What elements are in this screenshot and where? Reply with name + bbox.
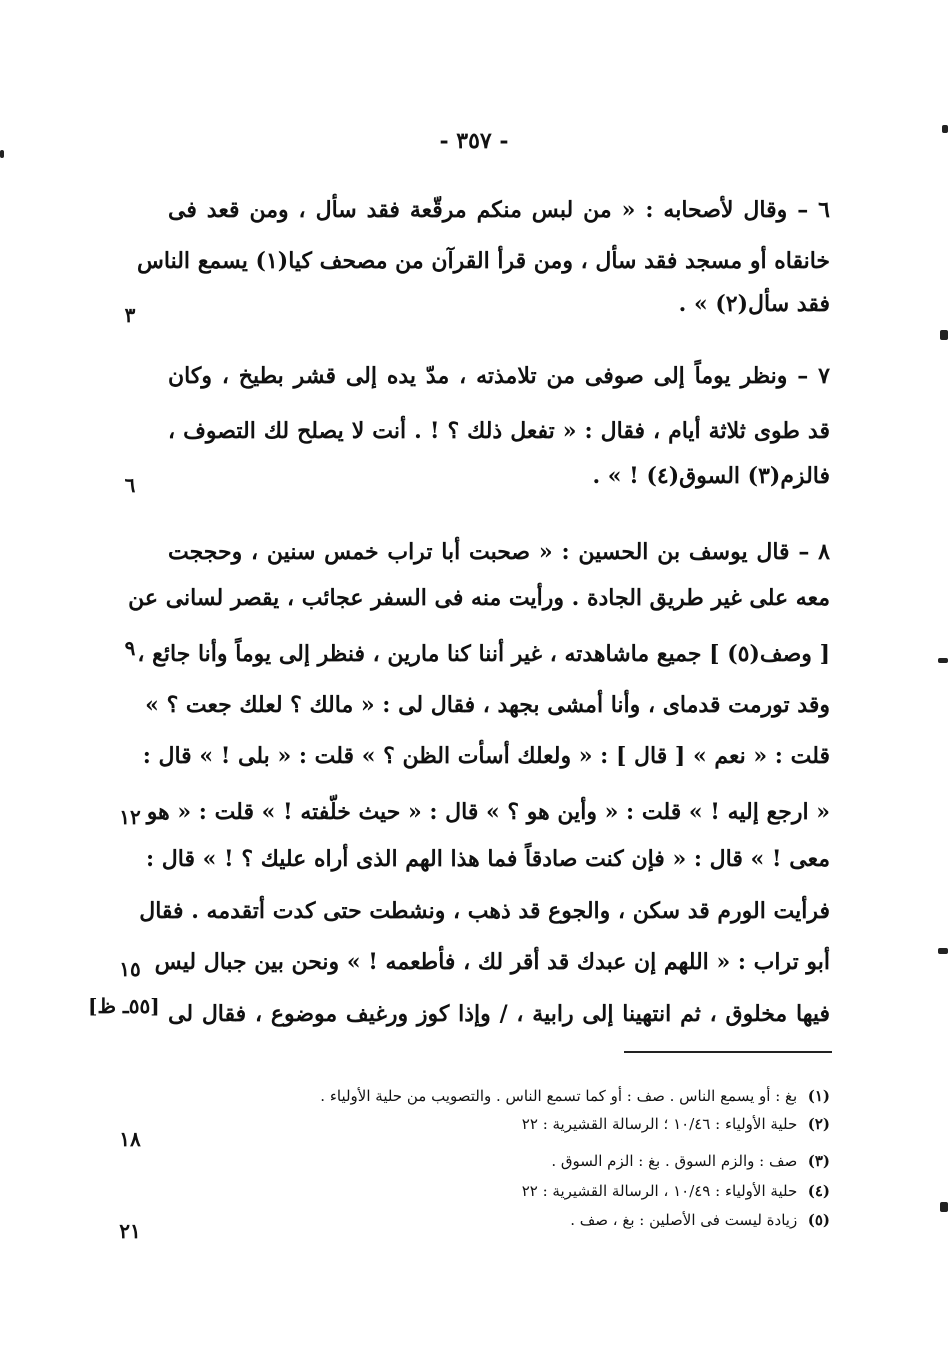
text-line: فالزم(٣) السوق(٤) ! » . xyxy=(592,463,830,489)
text-line: قد طوى ثلاثة أيام ، فقال : « تفعل ذلك ؟ ! . أنت لا يصلح لك التصوف ، xyxy=(168,418,830,444)
footnote-text: حلية الأولياء : ١٠/٤٩ ، الرسالة القشيرية : ٢٢ xyxy=(521,1182,798,1200)
footnote-text: حلية الأولياء : ١٠/٤٦ ؛ الرسالة القشيرية : ٢٢ xyxy=(521,1115,798,1133)
footnote-number: (٢) xyxy=(807,1115,830,1133)
line-number: ١٥ xyxy=(119,957,141,981)
line-number: ١٨ xyxy=(119,1127,141,1151)
line-number: ١٢ xyxy=(119,805,141,829)
text-line: فيها مخلوق ، ثم انتهينا إلى رابية ، / وإذا كوز ورغيف موضوع ، فقال لى xyxy=(168,1001,830,1027)
scan-speck xyxy=(938,658,948,663)
scan-speck xyxy=(940,330,948,340)
scan-speck xyxy=(938,948,948,954)
line-number: ٢١ xyxy=(119,1219,141,1243)
text-line: ٧ – ونظر يوماً إلى صوفى من تلامذته ، مدّ يده إلى قشر بطيخ ، وكان xyxy=(168,363,830,389)
page-number: - ٣٥٧ - xyxy=(439,128,509,154)
text-line: [ وصف(٥) ] جميع ماشاهدته ، غير أننا كنا مارين ، فنظر إلى يوماً وأنا جائع ، xyxy=(137,641,830,667)
footnote xyxy=(180,1111,830,1137)
line-number: ٦ xyxy=(124,473,136,497)
text-line: ٦ – وقال لأصحابه : « من لبس منكم مرقّعة فقد سأل ، ومن قعد فى xyxy=(168,197,830,223)
footnote xyxy=(180,1083,830,1109)
text-line: معى ! » قال : « فإن كنت صادقاً فما هذا الهم الذى أراه عليك ؟ ! » قال : xyxy=(146,846,830,872)
scan-speck xyxy=(0,150,4,158)
scan-speck xyxy=(940,1202,948,1212)
text-line: « ارجع إليه ! » قلت : « وأين هو ؟ » قال : « حيث خلّفته ! » قلت : « هو xyxy=(146,799,830,825)
text-line: فرأيت الورم قد سكن ، والجوع قد ذهب ، ونشطت حتى كدت أتقدمه . فقال xyxy=(139,898,830,924)
footnote-number: (٣) xyxy=(807,1152,830,1170)
footnote xyxy=(180,1148,830,1174)
text-line: أبو تراب : « اللهم إن عبدك قد أقر لك ، فأطعمه ! » ونحن بين جبال ليس xyxy=(154,949,830,975)
scan-speck xyxy=(942,125,948,133)
footnote-text: زيادة ليست فى الأصلين : بغ ، صف . xyxy=(570,1211,798,1229)
footnote-number: (١) xyxy=(807,1087,830,1105)
footnote-divider xyxy=(624,1051,832,1053)
text-line: ٨ – قال يوسف بن الحسين : « صحبت أبا تراب خمس سنين ، وحججت xyxy=(168,539,830,565)
text-line: خانقاه أو مسجد فقد سأل ، ومن قرأ القرآن من مصحف كيا(١) يسمع الناس xyxy=(137,248,830,274)
text-line: وقد تورمت قدماى ، وأنا أمشى بجهد ، فقال لى : « مالك ؟ لعلك جعت ؟ » xyxy=(145,692,830,718)
line-number: ٩ xyxy=(124,636,136,660)
folio-marker: [٥٥ـ ظ] xyxy=(88,994,160,1018)
footnote xyxy=(180,1207,830,1233)
footnote xyxy=(180,1178,830,1204)
text-line: معه على غير طريق الجادة . ورأيت منه فى السفر عجائب ، يقصر لسانى عن xyxy=(128,585,830,611)
text-line: قلت : « نعم » [ قال ] : « ولعلك أسأت الظن ؟ » قلت : « بلى ! » قال : xyxy=(142,743,830,769)
line-number: ٣ xyxy=(124,303,136,327)
footnote-number: (٤) xyxy=(807,1182,830,1200)
text-line: فقد سأل(٢) » . xyxy=(678,291,830,317)
footnote-text: صف : والزم السوق . بغ : الزم السوق . xyxy=(551,1152,798,1170)
footnote-number: (٥) xyxy=(807,1211,830,1229)
footnote-text: بغ : أو يسمع الناس . صف : أو كما تسمع الناس . والتصويب من حلية الأولياء . xyxy=(320,1087,798,1105)
